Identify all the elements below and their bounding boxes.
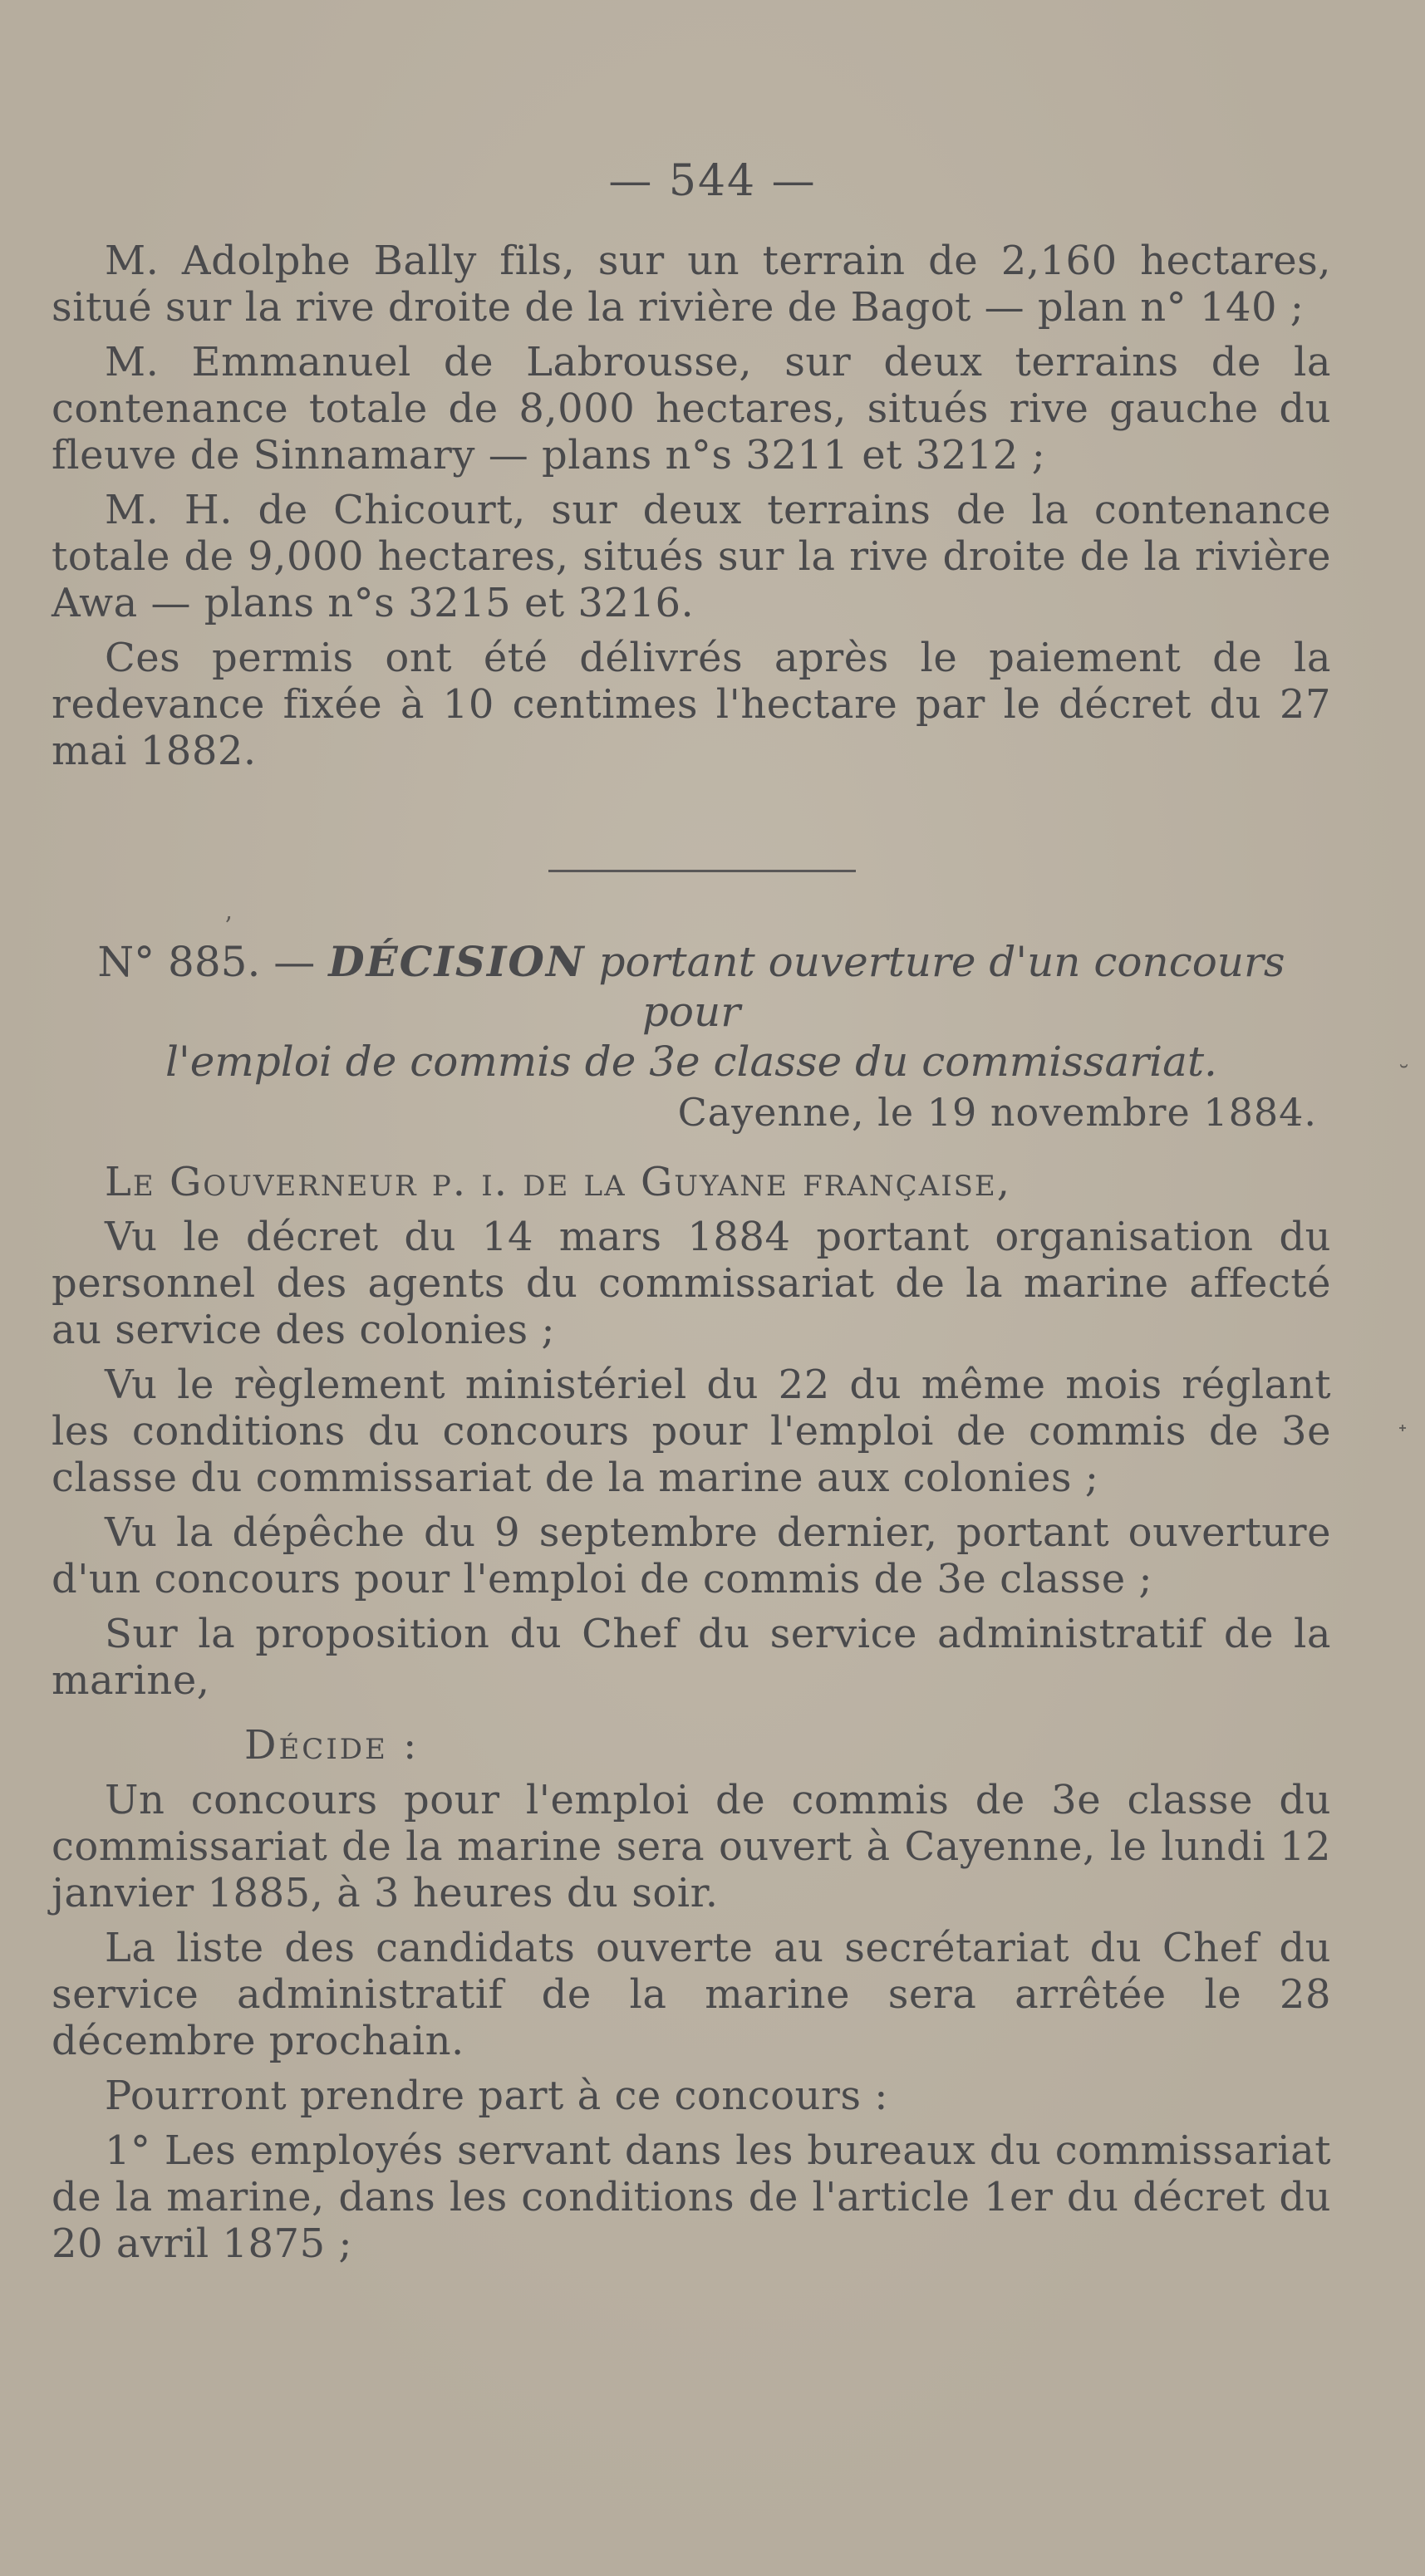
decision-title-line2: l'emploi de commis de 3e classe du commissariat. — [165, 1038, 1217, 1086]
article-eligibility-1: 1° Les employés servant dans les bureaux du commissariat de la marine, dans les conditions de l'article 1er du décret du 20 avril 1875 ; — [52, 2127, 1331, 2267]
article-liste: La liste des candidats ouverte au secrétariat du Chef du service administratif de la marine sera arrêtée le 28 décembre prochain. — [52, 1925, 1331, 2064]
consideration-depeche: Vu la dépêche du 9 septembre dernier, portant ouverture d'un concours pour l'emploi de commis de 3e classe ; — [52, 1509, 1331, 1602]
ink-speck: ’ — [224, 912, 233, 941]
article-concours: Un concours pour l'emploi de commis de 3e classe du commissariat de la marine sera ouvert à Cayenne, le lundi 12 janvier 1885, à 3 heures du soir. — [52, 1777, 1331, 1916]
ink-speck: ˘ — [1398, 1062, 1410, 1091]
decision-heading — [52, 937, 1331, 1087]
consideration-decree: Vu le décret du 14 mars 1884 portant organisation du personnel des agents du commissariat de la marine affecté au service des colonies ; — [52, 1214, 1331, 1353]
dateline: Cayenne, le 19 novembre 1884. — [677, 1090, 1317, 1135]
article-eligibility-intro: Pourront prendre part à ce concours : — [105, 2073, 888, 2119]
decide-label: Décide : — [244, 1722, 420, 1769]
decision-title-word: DÉCISION — [328, 937, 586, 986]
fee-paragraph: Ces permis ont été délivrés après le paiement de la redevance fixée à 10 centimes l'hectare par le décret du 27 mai 1882. — [52, 635, 1331, 774]
permits-list — [52, 238, 1331, 774]
permit-paragraph-bally: M. Adolphe Bally fils, sur un terrain de 2,160 hectares, situé sur la rive droite de la rivière de Bagot — plan n° 140 ; — [52, 238, 1331, 331]
issuer-line: Le Gouverneur p. i. de la Guyane française, — [105, 1159, 1011, 1205]
section-divider — [548, 870, 856, 872]
consideration-reglement: Vu le règlement ministériel du 22 du même mois réglant les conditions du concours pour l'emploi de commis de 3e classe du commissariat de la marine aux colonies ; — [52, 1362, 1331, 1501]
decision-body — [52, 1159, 1331, 2267]
permit-paragraph-chicourt: M. H. de Chicourt, sur deux terrains de la contenance totale de 9,000 hectares, situés sur la rive droite de la rivière Awa — plans n°s 3215 et 3216. — [52, 487, 1331, 626]
permit-paragraph-labrousse: M. Emmanuel de Labrousse, sur deux terrains de la contenance totale de 8,000 hectares, situés rive gauche du fleuve de Sinnamary — plans n°s 3211 et 3212 ; — [52, 339, 1331, 478]
decision-number: N° 885. — — [97, 938, 316, 986]
ink-speck: ᐩ — [1398, 1419, 1408, 1448]
decision-title-rest: portant ouverture d'un concours pour — [598, 938, 1285, 1036]
page-number: — 544 — — [608, 156, 817, 206]
consideration-proposition: Sur la proposition du Chef du service administratif de la marine, — [52, 1611, 1331, 1704]
